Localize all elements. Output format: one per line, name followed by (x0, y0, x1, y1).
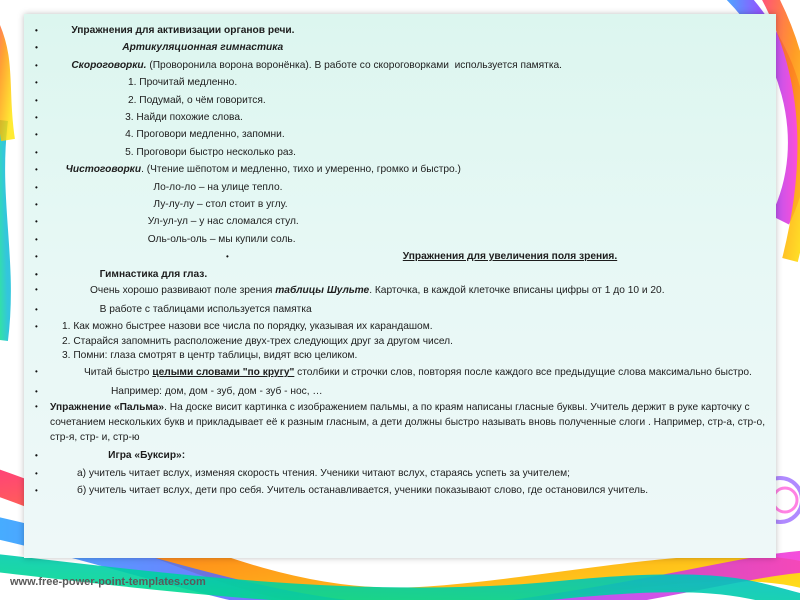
bullet-icon: • (35, 182, 38, 192)
bullet-icon: • (35, 78, 38, 88)
line-text: 4. Проговори медленно, запомни. (125, 129, 285, 141)
bullet-icon: • (35, 269, 38, 279)
text-line (24, 196, 766, 213)
bullet-icon: • (35, 43, 38, 53)
text-line (24, 57, 766, 74)
bullet-icon: • (35, 285, 38, 295)
line-emphasis: таблицы Шульте (275, 285, 370, 297)
bullet-icon: • (35, 147, 38, 157)
text-line (24, 213, 766, 230)
bullet-icon: • (35, 252, 38, 262)
line-text: 5. Проговори быстро несколько раз. (125, 146, 296, 158)
line-text: В работе с таблицами используется памятка (99, 303, 312, 315)
bullet-icon: • (35, 234, 38, 244)
line-text: Артикуляционная гимнастика (122, 42, 284, 54)
line-text: столбики и строчки слов, повторяя после каждого все предыдущие слова максимально быстро. (294, 367, 752, 379)
line-text: . На доске висит картинка с изображением пальмы, а по краям написаны гласные буквы. Учитель держит в руке карточку с сочетанием нескольких букв и прикладывает её к разным гласным, а дети должны быстро называть вновь полученные слоги . Например, стр-а, стр-о, стр-я, стр- и, стр-ю (50, 402, 766, 443)
bullet-icon: • (35, 165, 38, 175)
text-line (24, 126, 766, 143)
text-line (24, 465, 766, 482)
text-line (24, 109, 766, 126)
text-line (24, 283, 766, 301)
line-heading: Упражнение «Пальма» (50, 402, 165, 414)
text-line (24, 383, 766, 400)
line-text: Очень хорошо развивают поле зрения (90, 285, 276, 297)
line-text: Лу-лу-лу – стол стоит в углу. (153, 199, 288, 211)
text-line (24, 231, 766, 248)
bullet-icon: • (226, 252, 229, 262)
bullet-icon: • (35, 95, 38, 105)
memo-item: 1. Как можно быстрее назови все числа по порядку, указывая их карандашом. (62, 321, 433, 333)
footer-url: www.free-power-point-templates.com (10, 576, 206, 588)
memo-item: 2. Старайся запомнить расположение двух-трех следующих друг за другом чисел. (62, 335, 453, 347)
line-text: а) учитель читает вслух, изменяя скорость чтения. Ученики читают вслух, стараясь успеть за учителем; (76, 467, 570, 479)
text-line (24, 161, 766, 178)
line-text: . Карточка, в каждой клеточке вписаны цифры от 1 до 10 и 20. (369, 285, 665, 297)
bullet-icon: • (35, 485, 38, 495)
bullet-icon: • (35, 60, 38, 70)
bullet-icon: • (35, 322, 38, 332)
bullet-icon: • (35, 386, 38, 396)
bullet-icon: • (35, 468, 38, 478)
line-text: Оль-оль-оль – мы купили соль. (147, 233, 296, 245)
bullet-icon: • (35, 26, 38, 35)
text-line (24, 74, 766, 91)
memo-list (24, 318, 766, 365)
text-line (24, 92, 766, 109)
text-line (24, 447, 766, 464)
text-line (24, 39, 766, 56)
bullet-icon: • (35, 367, 38, 377)
bullet-icon: • (35, 130, 38, 140)
text-line (24, 301, 766, 318)
line-text: б) учитель читает вслух, дети про себя. Учитель останавливается, ученики показывают слово, где остановился учитель. (76, 484, 649, 496)
line-heading: Чистоговорки (65, 164, 142, 176)
text-line (24, 482, 766, 499)
line-text: Упражнения для активизации органов речи. (71, 25, 295, 36)
line-text: Ул-ул-ул – у нас сломался стул. (147, 216, 299, 228)
line-text: Например: дом, дом - зуб, дом - зуб - нос, … (110, 385, 323, 397)
text-line (24, 179, 766, 196)
bullet-icon: • (35, 451, 38, 461)
memo-item: 3. Помни: глаза смотрят в центр таблицы, видят всю целиком. (62, 349, 358, 361)
bullet-icon: • (35, 304, 38, 314)
line-emphasis: целыми словами "по кругу" (152, 367, 295, 379)
line-heading: Скороговорки. (71, 59, 147, 71)
text-line (24, 266, 766, 283)
text-line (24, 22, 766, 39)
bullet-icon: • (35, 217, 38, 227)
text-line (24, 365, 766, 383)
line-text: 3. Найди похожие слова. (125, 112, 243, 124)
content-panel (24, 14, 776, 558)
line-text: 1. Прочитай медленно. (127, 77, 238, 89)
bullet-icon: • (35, 200, 38, 210)
line-text: 2. Подумай, о чём говорится. (127, 94, 266, 106)
section-heading (24, 248, 766, 265)
line-text: . (Чтение шёпотом и медленно, тихо и умеренно, громко и быстро.) (141, 164, 461, 176)
bullet-icon: • (35, 113, 38, 123)
line-text: Гимнастика для глаз. (99, 268, 208, 280)
line-text: Ло-ло-ло – на улице тепло. (153, 181, 283, 193)
line-text: (Проворонила ворона воронёнка). В работе со скороговорками используется памятка. (146, 59, 562, 71)
text-line (24, 400, 766, 447)
text-line (24, 144, 766, 161)
section-heading-text: Упражнения для увеличения поля зрения. (402, 251, 618, 263)
line-text: Игра «Буксир»: (108, 450, 186, 462)
line-text: Читай быстро (84, 367, 153, 379)
bullet-icon: • (35, 402, 38, 412)
